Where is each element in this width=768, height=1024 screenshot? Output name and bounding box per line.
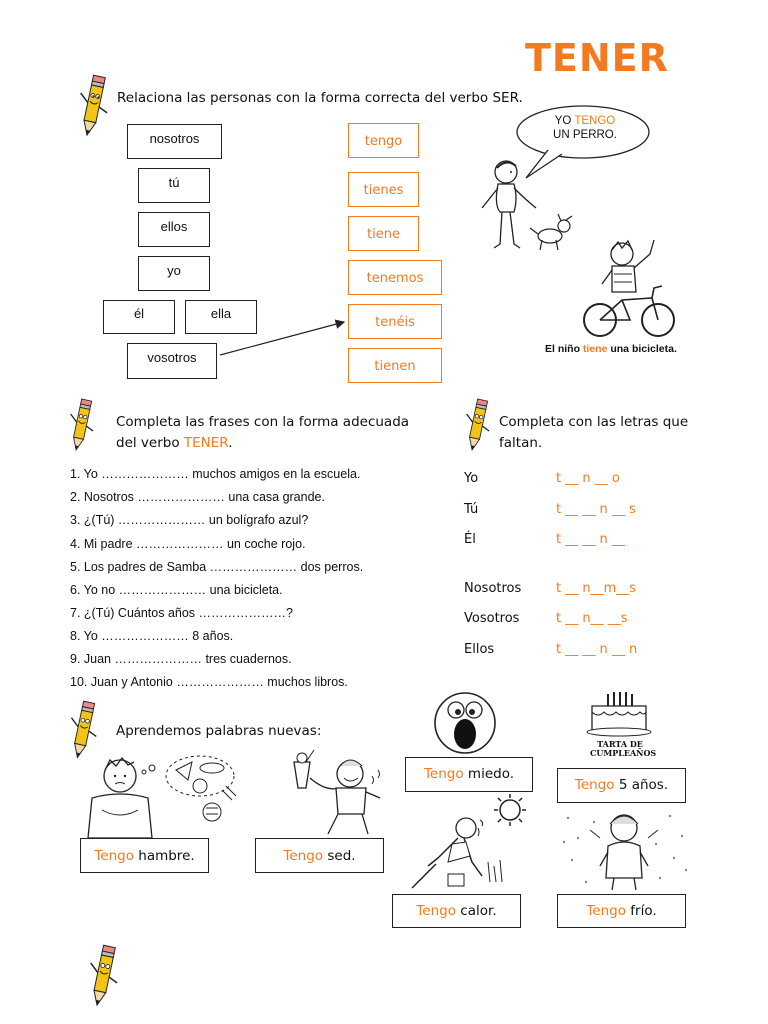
form-box-tengo[interactable]: tengo	[348, 123, 419, 158]
bike-caption-verb: tiene	[582, 343, 608, 355]
conj-person-ellos: Ellos	[464, 642, 495, 657]
caption-miedo-rest: miedo.	[463, 766, 515, 782]
conj-form-tu[interactable]: t __ __ n __ s	[556, 502, 636, 517]
caption-frio-rest: frío.	[625, 903, 657, 919]
caption-sed-rest: sed.	[323, 848, 356, 864]
section2-instruction-verb: TENER	[183, 435, 229, 451]
conj-person-vosotros: Vosotros	[464, 611, 520, 626]
caption-miedo	[405, 757, 533, 792]
caption-hambre-verb: Tengo	[94, 848, 134, 864]
bike-caption-prefix: El niño	[545, 343, 583, 355]
caption-anos	[557, 768, 686, 803]
form-box-tiene[interactable]: tiene	[348, 216, 419, 251]
cake-label-line2: CUMPLEAÑOS	[590, 748, 657, 758]
section2-instruction-line1: Completa las frases con la forma adecuada	[116, 414, 410, 430]
person-box-ella[interactable]: ella	[185, 300, 257, 334]
section3-instruction	[499, 412, 688, 454]
speech-verb: TENGO	[574, 115, 616, 127]
conj-person-nosotros: Nosotros	[464, 581, 522, 596]
sentence-4: 4. Mi padre ………………… un coche rojo.	[70, 537, 306, 551]
caption-hambre	[80, 838, 209, 873]
person-box-vosotros[interactable]: vosotros	[127, 343, 217, 379]
sentence-6: 6. Yo no ………………… una bicicleta.	[70, 583, 283, 597]
conj-person-yo: Yo	[464, 471, 479, 486]
conj-form-nosotros[interactable]: t __ n__m__s	[556, 581, 637, 596]
cake-label	[590, 739, 657, 758]
form-box-tienes[interactable]: tienes	[348, 172, 419, 207]
example-arrow	[0, 0, 768, 400]
caption-hambre-rest: hambre.	[133, 848, 195, 864]
person-box-el[interactable]: él	[103, 300, 175, 334]
caption-calor-rest: calor.	[456, 903, 497, 919]
pencil-icon	[458, 398, 498, 454]
person-box-yo[interactable]: yo	[138, 256, 210, 291]
caption-miedo-verb: Tengo	[423, 766, 464, 782]
bike-caption-rest: una bicicleta.	[607, 343, 677, 355]
section2-instruction-suffix: .	[228, 435, 233, 451]
speech-text	[545, 114, 625, 142]
sentence-8: 8. Yo ………………… 8 años.	[70, 629, 234, 643]
sentence-5: 5. Los padres de Samba ………………… dos perros.	[70, 560, 364, 574]
section2-instruction-prefix: del verbo	[116, 435, 184, 451]
section3-instruction-line2: faltan.	[499, 435, 543, 451]
conj-form-el[interactable]: t __ __ n __	[556, 532, 625, 547]
section1-instruction: Relaciona las personas con la forma correcta del verbo SER.	[117, 90, 523, 106]
form-box-tienen[interactable]: tienen	[348, 348, 442, 383]
caption-sed-verb: Tengo	[283, 848, 324, 864]
cake-label-line1: TARTA DE	[597, 739, 643, 749]
sentence-9: 9. Juan ………………… tres cuadernos.	[70, 652, 292, 666]
conj-person-tu: Tú	[464, 502, 479, 517]
caption-frio-verb: Tengo	[586, 903, 626, 919]
sentence-2: 2. Nosotros ………………… una casa grande.	[70, 490, 325, 504]
boy-bicycle-illustration	[582, 236, 682, 340]
hot-man-illustration	[408, 792, 532, 896]
pencil-icon	[62, 398, 102, 454]
thirsty-man-illustration	[280, 748, 390, 838]
caption-frio	[557, 894, 686, 928]
conj-form-yo[interactable]: t __ n __ o	[556, 471, 620, 486]
birthday-cake-illustration	[584, 690, 654, 738]
section2-instruction	[116, 412, 409, 454]
conj-form-vosotros[interactable]: t __ n__ __s	[556, 611, 628, 626]
conj-person-el: Él	[464, 532, 476, 547]
caption-anos-verb: Tengo	[574, 777, 615, 793]
caption-anos-rest: 5 años.	[614, 777, 669, 793]
sentence-10: 10. Juan y Antonio ………………… muchos libros.	[70, 675, 348, 689]
scared-face-illustration	[432, 690, 498, 756]
person-box-nosotros[interactable]: nosotros	[127, 124, 222, 159]
sentence-7: 7. ¿(Tú) Cuántos años …………………?	[70, 606, 293, 620]
cold-person-illustration	[560, 808, 690, 892]
hungry-boy-illustration	[72, 750, 252, 840]
section4-instruction: Aprendemos palabras nuevas:	[116, 723, 322, 739]
person-box-tu[interactable]: tú	[138, 168, 210, 203]
caption-calor-verb: Tengo	[416, 903, 457, 919]
sentence-3: 3. ¿(Tú) ………………… un bolígrafo azul?	[70, 513, 309, 527]
sentence-1: 1. Yo ………………… muchos amigos en la escuela.	[70, 467, 361, 481]
speech-prefix: YO	[554, 115, 575, 127]
caption-calor	[392, 894, 521, 928]
boy-dog-illustration	[470, 150, 580, 255]
page-title: TENER	[525, 36, 669, 80]
form-box-teneis[interactable]: tenéis	[348, 304, 442, 339]
conj-form-ellos[interactable]: t __ __ n __ n	[556, 642, 638, 657]
caption-sed	[255, 838, 384, 873]
pencil-icon	[84, 944, 124, 1010]
form-box-tenemos[interactable]: tenemos	[348, 260, 442, 295]
speech-rest: UN PERRO.	[553, 129, 617, 141]
section3-instruction-line1: Completa con las letras que	[499, 414, 689, 430]
bike-caption	[545, 343, 677, 355]
person-box-ellos[interactable]: ellos	[138, 212, 210, 247]
